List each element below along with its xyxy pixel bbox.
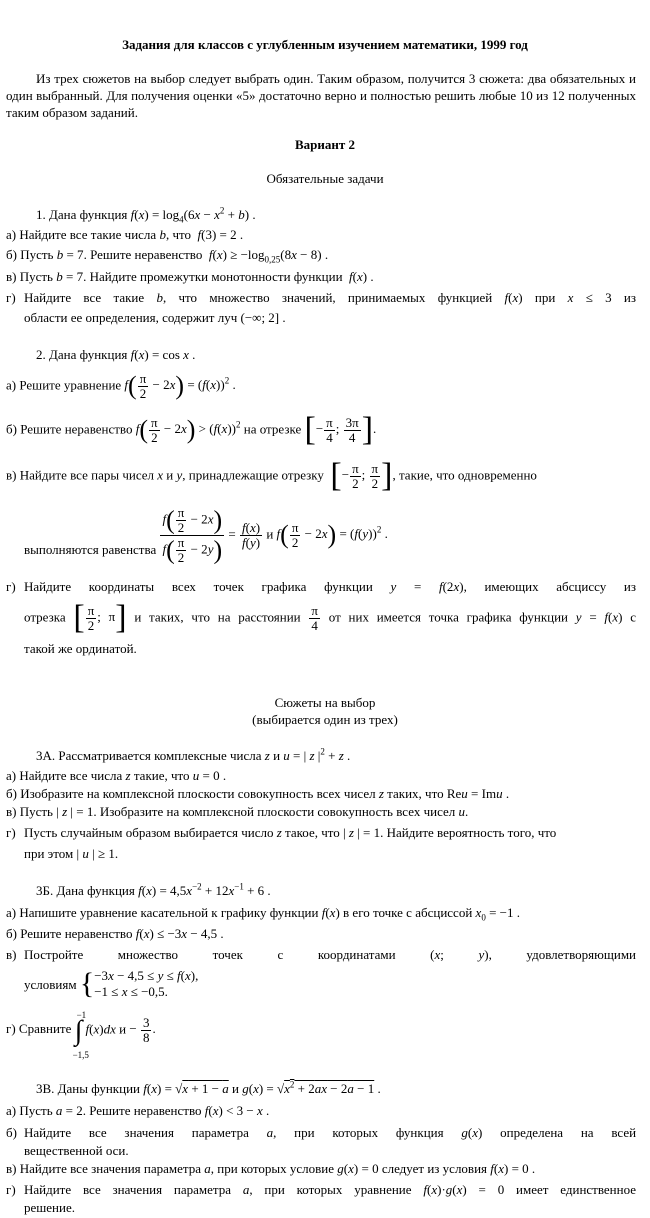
- task3c-d-label: г): [6, 1182, 16, 1197]
- task3b-c-label: в): [6, 947, 17, 962]
- task3a-a: а) Найдите все числа z такие, что u = 0 .: [6, 768, 227, 783]
- task1-d-label: г): [6, 290, 16, 305]
- task2-c-line2: выполняются равенства f( $\frac{\pi}{2}$ − 2x) f( $\frac{\pi}{2}$ − 2y) = $\frac{f(x)}{f(y)}$ и f( $\frac{\pi}{2}$ − $2x) = (f(y))^2$ .: [24, 505, 388, 565]
- task2-d-label: г): [6, 579, 16, 594]
- choice-subheading: (выбирается один из трех): [252, 712, 398, 727]
- task3c-a: а) Пусть a = 2. Решите неравенство f(x) < 3 − x .: [6, 1103, 270, 1118]
- task3a-c: в) Пусть | z | = 1. Изобразите на комплексной плоскости совокупность всех чисел u.: [6, 804, 469, 819]
- task3a-d-label: г): [6, 825, 16, 840]
- task3b-lead: 3Б. Дана функция $f(x) = 4,5x^{-2} + 12x^{-1} + 6$ .: [36, 881, 271, 898]
- task3a-b: б) Изобразите на комплексной плоскости совокупность всех чисел z таких, что Reu = Imu .: [6, 786, 510, 801]
- task3a-lead: 3А. Рассматривается комплексные числа z и u = | z $|^2 + z$ .: [36, 746, 351, 763]
- task2-d-line3: такой же ординатой.: [24, 641, 137, 656]
- task1-lead: 1. Дана функция $f(x) = \log_4(6x - x^2 + b)$ .: [36, 205, 256, 225]
- task1-c: в) Пусть b = 7. Найдите промежутки монотонности функции f(x) .: [6, 269, 374, 284]
- task3c-b-line2: вещественной оси.: [24, 1143, 129, 1158]
- task1-d-line2: области ее определения, содержит луч (−∞; 2] .: [24, 310, 286, 325]
- task3c-b-line1: Найдите все значения параметра a, при которых функция g(x) определена на всей: [24, 1125, 637, 1140]
- task3a-d-line2: при этом | u | ≥ 1.: [24, 846, 119, 861]
- task3b-c-line1: Постройте множество точек с координатами (x; y), удовлетворяющими: [24, 947, 637, 962]
- choice-heading: Сюжеты на выбор: [274, 695, 376, 710]
- task3c-c: в) Найдите все значения параметра a, при которых условие g(x) = 0 следует из условия f(x) = 0 .: [6, 1161, 536, 1176]
- intro-paragraph: Из трех сюжетов на выбор следует выбрать один. Таким образом, получится 3 сюжета: два обязательных и один выбранный. Для получения оценки «5» достаточно верно и полностью решить любые 10 из 12 полученных таким образом заданий.: [6, 71, 636, 120]
- task3b-d: г) Сравните −1 ∫ −1,5 f(x)dx и − $\frac{3}{8}$ .: [6, 1010, 156, 1061]
- task2-a: а) Решите уравнение f( $\frac{\pi}{2}$ − $2x) = (f(x))^2$ .: [6, 371, 236, 401]
- task3b-a: а) Напишите уравнение касательной к графику функции f(x) в его точке с абсциссой $x_0 = -1$ .: [6, 905, 520, 923]
- task2-d-line1: Найдите координаты всех точек графика функции y = f(2x), имеющих абсциссу из: [24, 579, 636, 594]
- task3b-b: б) Решите неравенство f(x) ≤ −3x − 4,5 .: [6, 926, 224, 941]
- task1-d-line1: Найдите все такие b, что множество значений, принимаемых функцией f(x) при x ≤ 3 из: [24, 290, 637, 305]
- task2-c: в) Найдите все пары чисел x и y, принадлежащие отрезку [− $\frac{\pi}{2}$ ; $\frac{\pi}{2}$ ], такие, что одновременно: [6, 457, 537, 495]
- task3b-c-line2: условиям {−3x − 4,5 ≤ y ≤ f(x), −1 ≤ x ≤ −0,5.: [24, 967, 199, 1000]
- task3c-b-label: б): [6, 1125, 17, 1140]
- mandatory-heading: Обязательные задачи: [266, 171, 384, 186]
- variant-heading: Вариант 2: [294, 137, 356, 152]
- task3c-d-line2: решение.: [24, 1200, 75, 1215]
- task3a-d-line1: Пусть случайным образом выбирается число z такое, что | z | = 1. Найдите вероятность того, что: [24, 825, 557, 840]
- task1-a: а) Найдите все такие числа b, что f(3) = 2 .: [6, 227, 244, 242]
- task2-d-line2: отрезка [ $\frac{\pi}{2}$ ; π] и таких, что на расстоянии $\frac{\pi}{4}$ от них имеется точка графика функции y = f(x) с: [24, 599, 637, 637]
- task3c-lead: 3В. Даны функции f(x) = √x + 1 − a и $g(x) = √x^2 + 2ax - 2a - 1$ .: [36, 1079, 381, 1096]
- document-title: Задания для классов с углубленным изучением математики, 1999 год: [122, 37, 528, 52]
- task2-lead: 2. Дана функция f(x) = cos x .: [36, 347, 196, 362]
- task1-b: б) Пусть b = 7. Решите неравенство $f(x) \ge -\log_{0,25}(8x - 8)$ .: [6, 247, 329, 265]
- task2-b: б) Решите неравенство f( $\frac{\pi}{2}$ − $2x) > (f(x))^2$ на отрезке [− $\frac{\pi}{4}$ ; $\frac{3\pi}{4}$ ].: [6, 411, 377, 449]
- task3c-d-line1: Найдите все значения параметра a, при которых уравнение f(x)·g(x) = 0 имеет единственное: [24, 1182, 637, 1197]
